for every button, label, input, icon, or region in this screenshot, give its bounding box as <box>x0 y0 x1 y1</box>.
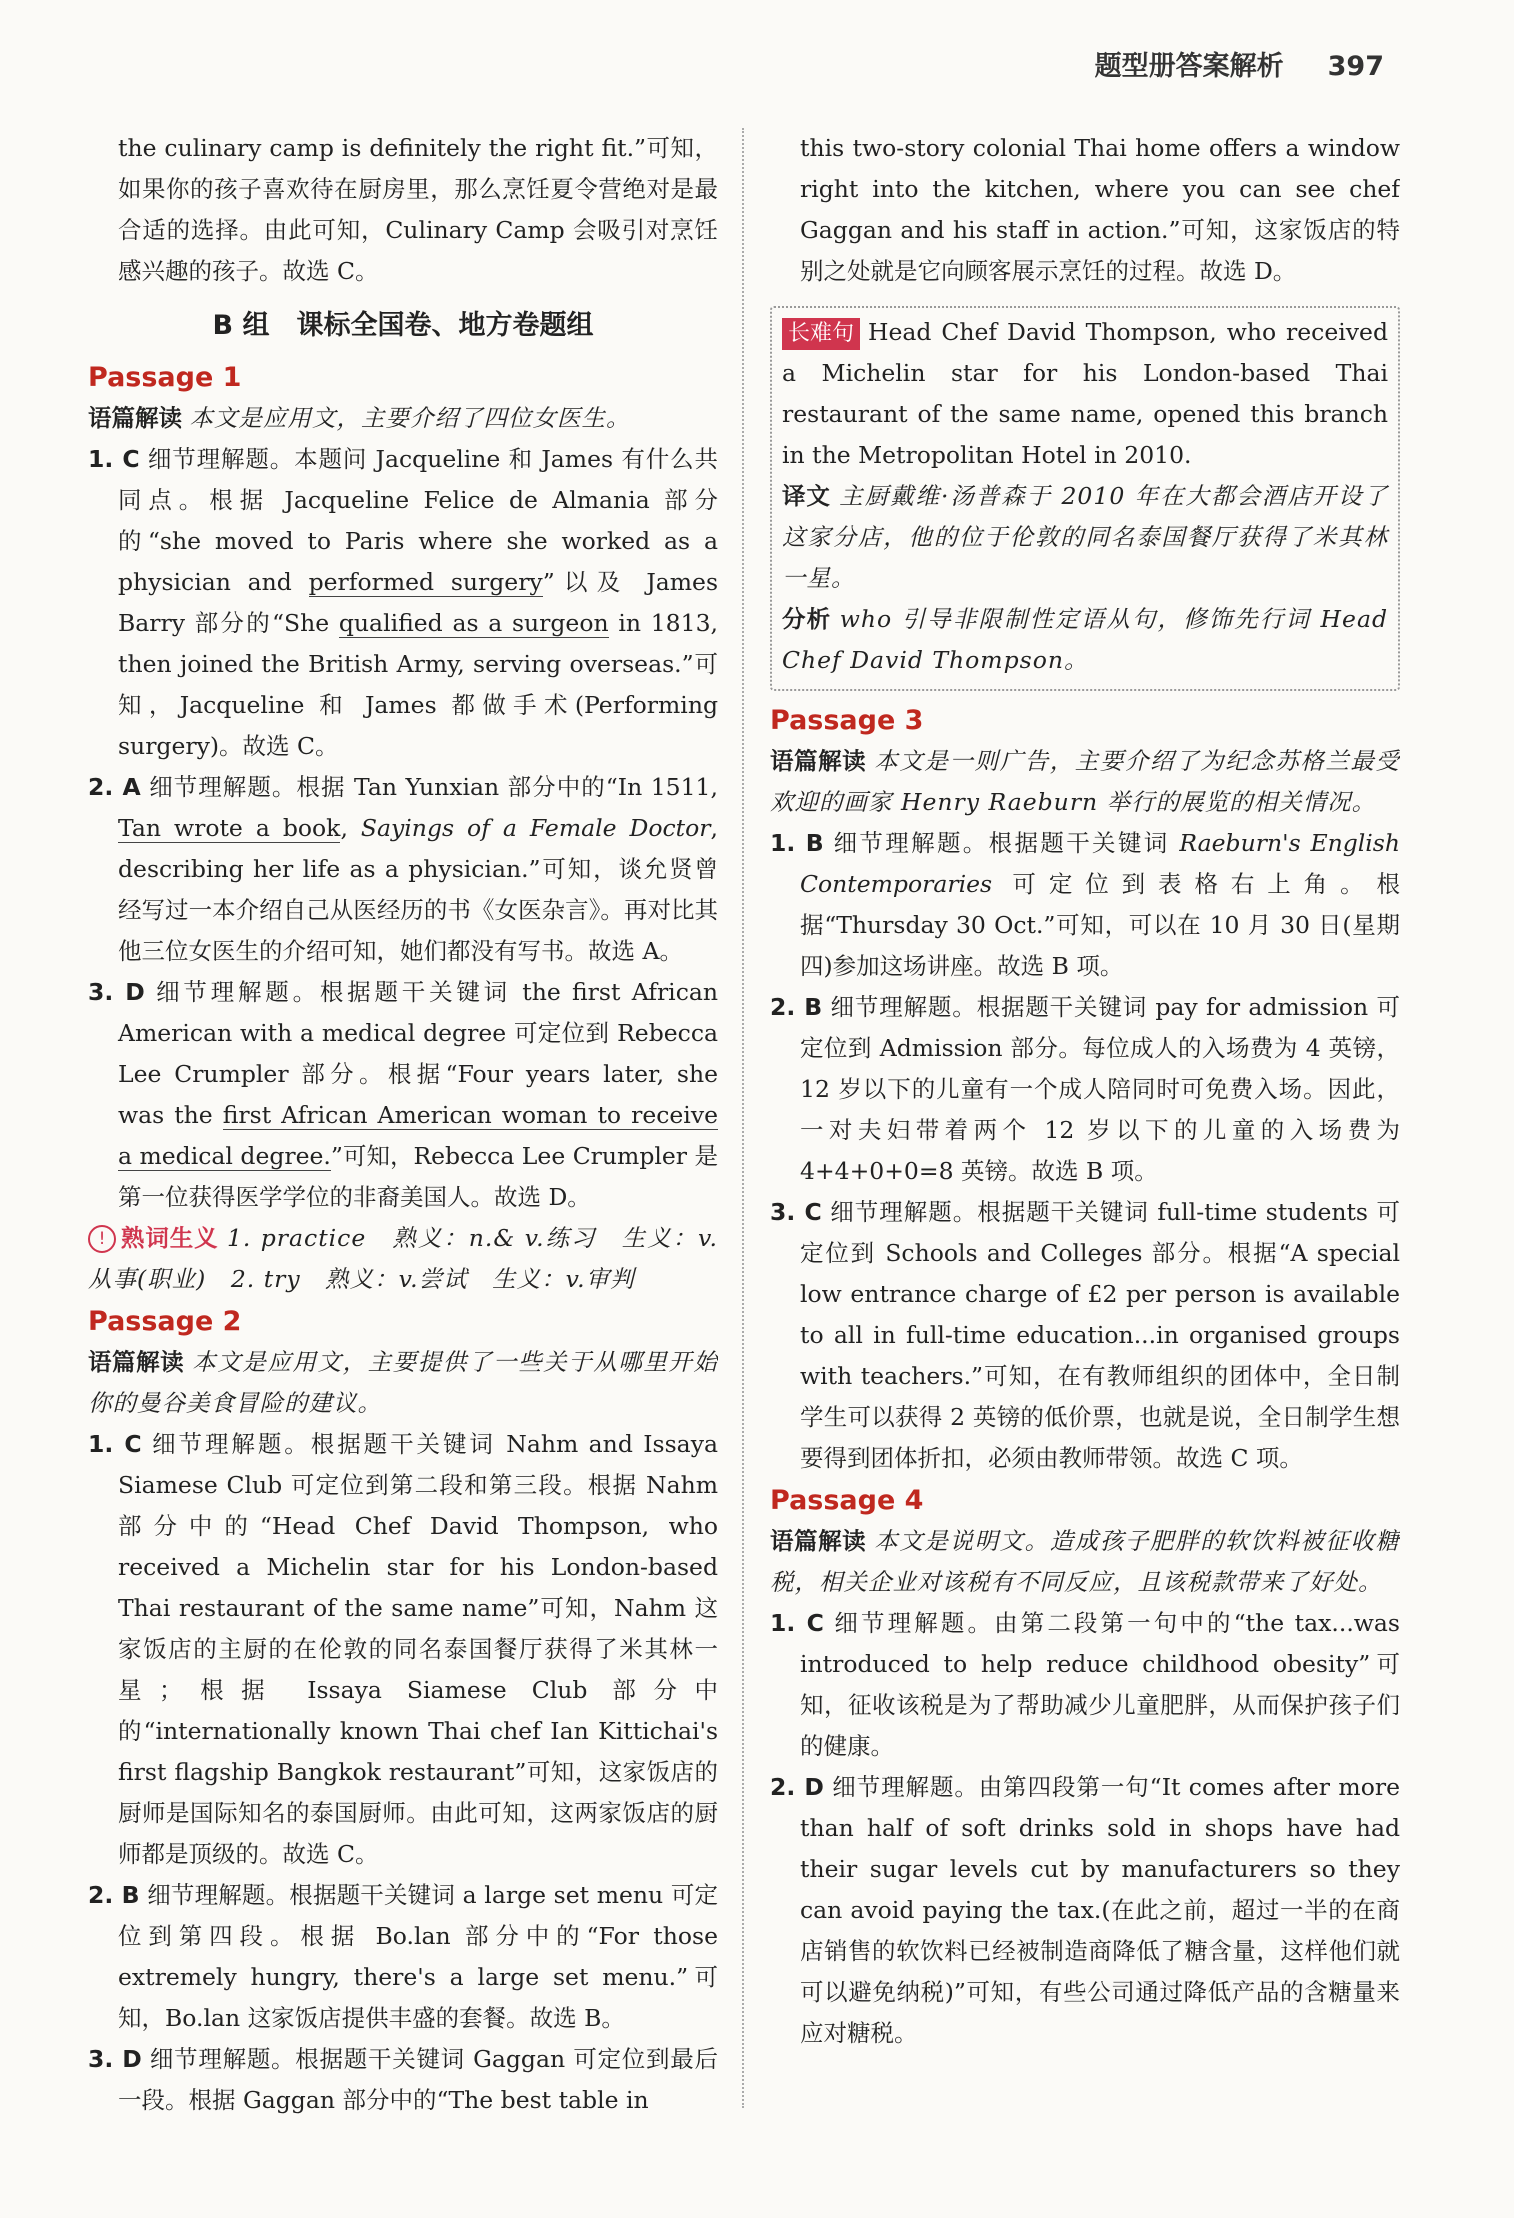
q-number: 1. C <box>88 1430 142 1458</box>
passage-1-analysis <box>88 398 718 439</box>
analysis <box>782 599 1388 681</box>
analysis-label: 语篇解读 <box>770 1527 867 1555</box>
analysis-label: 语篇解读 <box>770 747 867 775</box>
right-column <box>770 128 1400 2148</box>
analysis-text: 本文是应用文，主要提供了一些关于从哪里开始你的曼谷美食冒险的建议。 <box>88 1348 718 1417</box>
vocab-note <box>88 1218 718 1300</box>
passage-2-q1 <box>88 1424 718 1875</box>
header-title: 题型册答案解析 <box>1094 51 1284 82</box>
q-number: 2. B <box>88 1881 140 1909</box>
q-text: , <box>340 814 361 842</box>
q-text: , describing her life as a physician.”可知，谈允贤曾经写过一本介绍自己从医经历的书《女医杂言》。再对比其他三位女医生的介绍可知，她们都没有写书。故选 A。 <box>118 814 718 965</box>
q-number: 2. B <box>770 993 823 1021</box>
q-text: ”以及 James Barry 部分的“She <box>118 568 718 637</box>
long-sentence <box>782 312 1388 476</box>
passage-1-q2 <box>88 767 718 972</box>
q-text: 细节理解题。根据题干关键词 <box>833 829 1180 857</box>
continued-paragraph: this two-story colonial Thai home offers a window right into the kitchen, where you can see chef Gaggan and his staff in action.”可知，这家饭店的特别之处就是它向顾客展示烹饪的过程。故选 D。 <box>800 134 1400 285</box>
q-number: 3. D <box>88 978 145 1006</box>
passage-3-q3 <box>770 1192 1400 1479</box>
q-number: 1. C <box>770 1609 824 1637</box>
q-text: 细节理解题。根据题干关键词 a large set menu 可定位到第四段。根据 Bo.lan 部分中的“For those extremely hungry, there's a large set menu.”可知，Bo.lan 这家饭店提供丰盛的套餐。故选 B。 <box>118 1881 718 2032</box>
q-text: 细节理解题。根据题干关键词 the first African American with a medical degree 可定位到 Rebecca Lee Crumpler 部分。根据“Four years later, she was the <box>118 978 718 1129</box>
passage-1-title: Passage 1 <box>88 362 242 393</box>
q-text: 可定位到表格右上角。根据“Thursday 30 Oct.”可知，可以在 10 月 30 日(星期四)参加这场讲座。故选 B 项。 <box>800 870 1400 980</box>
sentence-text: Head Chef David Thompson, who received a Michelin star for his London-based Thai restaurant of the same name, opened this branch in the Metropolitan Hotel in 2010. <box>782 318 1388 469</box>
translation-label: 译文 <box>782 482 831 510</box>
intro-paragraph: the culinary camp is definitely the right fit.”可知，如果你的孩子喜欢待在厨房里，那么烹饪夏令营绝对是最合适的选择。由此可知，Culinary Camp 会吸引对烹饪感兴趣的孩子。故选 C。 <box>118 134 718 285</box>
q-text: 细节理解题。根据题干关键词 Nahm and Issaya Siamese Club 可定位到第二段和第三段。根据 Nahm 部分中的“Head Chef David Thompson, who received a Michelin star for his London-based Thai restaurant of the same name”可知，Nahm 这家饭店的主厨的在伦敦的同名泰国餐厅获得了米其林一星；根据 Issaya Siamese Club 部分中的“internationally known Thai chef Ian Kittichai's first flagship Bangkok restaurant”可知，这家饭店的厨师是国际知名的泰国厨师。由此可知，这两家饭店的厨师都是顶级的。故选 C。 <box>118 1430 718 1868</box>
left-column <box>88 128 718 2148</box>
q-text: 细节理解题。根据题干关键词 pay for admission 可定位到 Admission 部分。每位成人的入场费为 4 英镑，12 岁以下的儿童有一个成人陪同时可免费入场。因此，一对夫妇带着两个 12 岁以下的儿童的入场费为 4+4+0+0=8 英镑。故选 B 项。 <box>800 993 1400 1185</box>
passage-2-analysis <box>88 1342 718 1424</box>
passage-2-q3 <box>88 2039 718 2121</box>
passage-3-q1 <box>770 823 1400 987</box>
passage-3-title: Passage 3 <box>770 705 924 736</box>
passage-4-analysis <box>770 1521 1400 1603</box>
analysis-text: who 引导非限制性定语从句，修饰先行词 Head Chef David Thompson。 <box>782 605 1388 674</box>
underlined-text: Tan wrote a book <box>118 814 341 842</box>
q-text: 细节理解题。根据题干关键词 Gaggan 可定位到最后一段。根据 Gaggan 部分中的“The best table in <box>118 2045 718 2114</box>
q-text: in 1813, then joined the British Army, serving overseas.”可知，Jacqueline 和 James 都做手术(Performing surgery)。故选 C。 <box>118 609 718 760</box>
passage-2-q2 <box>88 1875 718 2039</box>
q-text: 细节理解题。根据 Tan Yunxian 部分中的“In 1511, <box>149 773 718 801</box>
page-header <box>1095 44 1384 83</box>
passage-4-title: Passage 4 <box>770 1485 924 1516</box>
book-title: Sayings of a Female Doctor <box>360 814 711 842</box>
passage-3-analysis <box>770 741 1400 823</box>
translation <box>782 476 1388 599</box>
passage-2-title: Passage 2 <box>88 1306 242 1337</box>
keyword-text: Raeburn's English Contemporaries <box>800 829 1400 898</box>
analysis-text: 本文是说明文。造成孩子肥胖的软饮料被征收糖税，相关企业对该税有不同反应，且该税款带来了好处。 <box>770 1527 1400 1596</box>
underlined-text: first African American woman to receive a medical degree. <box>118 1101 718 1170</box>
q-number: 3. D <box>88 2045 142 2073</box>
q-number: 2. A <box>88 773 141 801</box>
long-sentence-tag: 长难句 <box>782 318 860 350</box>
q-number: 3. C <box>770 1198 822 1226</box>
column-divider <box>742 128 744 2108</box>
q-text: ”可知，Rebecca Lee Crumpler 是第一位获得医学学位的非裔美国人。故选 D。 <box>118 1142 718 1211</box>
underlined-text: performed surgery <box>308 568 543 596</box>
translation-text: 主厨戴维·汤普森于 2010 年在大都会酒店开设了这家分店，他的位于伦敦的同名泰国餐厅获得了米其林一星。 <box>782 482 1388 592</box>
q-text: 细节理解题。根据题干关键词 full-time students 可定位到 Schools and Colleges 部分。根据“A special low entrance charge of £2 per person is available to all in full-time education...in organised groups with teachers.”可知，在有教师组织的团体中，全日制学生可以获得 2 英镑的低价票，也就是说，全日制学生想要得到团体折扣，必须由教师带领。故选 C 项。 <box>800 1198 1400 1472</box>
q-text: 细节理解题。本题问 Jacqueline 和 James 有什么共同点。根据 Jacqueline Felice de Almania 部分的“she moved to Paris where she worked as a physician and <box>118 445 718 596</box>
exclamation-icon: ! <box>88 1225 116 1253</box>
underlined-text: qualified as a surgeon <box>338 609 609 637</box>
analysis-text: 本文是应用文，主要介绍了四位女医生。 <box>189 404 631 432</box>
passage-1-q1 <box>88 439 718 767</box>
q-number: 1. B <box>770 829 824 857</box>
passage-3-q2 <box>770 987 1400 1192</box>
analysis-text: 本文是一则广告，主要介绍了为纪念苏格兰最受欢迎的画家 Henry Raeburn 举行的展览的相关情况。 <box>770 747 1400 816</box>
passage-4-q1 <box>770 1603 1400 1767</box>
analysis-label: 语篇解读 <box>88 1348 185 1376</box>
vocab-label: 熟词生义 <box>120 1224 219 1252</box>
q-number: 1. C <box>88 445 140 473</box>
analysis-label: 分析 <box>782 605 832 633</box>
q-text: 细节理解题。由第四段第一句“It comes after more than half of soft drinks sold in shops have had their sugar levels cut by manufacturers so they can avoid paying the tax.(在此之前，超过一半的在商店销售的软饮料已经被制造商降低了糖含量，这样他们就可以避免纳税)”可知，有些公司通过降低产品的含糖量来应对糖税。 <box>800 1773 1400 2047</box>
q-text: 细节理解题。由第二段第一句中的“the tax...was introduced to help reduce childhood obesity”可知，征收该税是为了帮助减少儿童肥胖，从而保护孩子们的健康。 <box>800 1609 1400 1760</box>
analysis-label: 语篇解读 <box>88 404 182 432</box>
q-number: 2. D <box>770 1773 824 1801</box>
passage-4-q2 <box>770 1767 1400 2054</box>
passage-1-q3 <box>88 972 718 1218</box>
vocab-text: 1. practice 熟义：n.& v.练习 生义：v.从事(职业) 2. try 熟义：v.尝试 生义：v.审判 <box>88 1224 718 1293</box>
page-number: 397 <box>1327 51 1384 82</box>
group-title: B 组 课标全国卷、地方卷题组 <box>212 310 594 341</box>
long-sentence-box <box>770 306 1400 691</box>
